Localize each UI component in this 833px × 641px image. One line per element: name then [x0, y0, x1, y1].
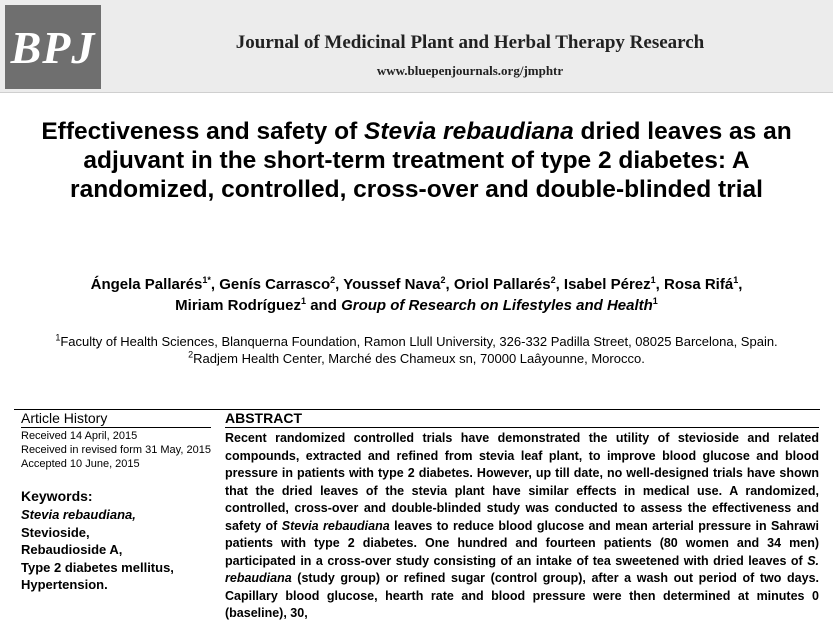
journal-title: Journal of Medicinal Plant and Herbal Therapy Research	[235, 32, 705, 53]
title-species: Stevia rebaudiana	[364, 118, 574, 145]
article-info-column	[21, 410, 211, 594]
author-affil: 1	[650, 275, 656, 285]
abstract-heading: ABSTRACT	[225, 410, 819, 428]
affiliations	[14, 333, 819, 367]
logo-text: BPJ	[10, 21, 96, 73]
author-list: Ángela Pallarés$^{1*}$, Genís Carrasco$^2$, Youssef Nava$^2$, Oriol Pallarés$^2$, Isabel Pérez$^1$, Rosa Rifá$^1$, Miriam Rodríguez$^1$ and Group of Research on Lifestyles and Health$^1$	[90, 275, 743, 314]
keywords-heading: Keywords:	[21, 488, 93, 504]
author-name: Isabel Pérez	[563, 276, 651, 293]
author-and: and	[306, 297, 342, 314]
journal-url[interactable]: www.bluepenjournals.org/jmphtr	[376, 63, 564, 78]
author-affil: 2	[550, 275, 556, 285]
author-affil: 1	[301, 296, 307, 306]
title-part-1: Effectiveness and safety of	[41, 118, 365, 145]
author-name: Ángela Pallarés	[90, 276, 203, 293]
keyword: Hypertension.	[21, 577, 108, 592]
keywords-list	[21, 506, 211, 594]
title-part-2: dried leaves as an adjuvant in the short-term treatment of type 2 diabetes: A randomized, controlled, cross-over and double-blinded trial	[70, 118, 792, 203]
author-affil: 1	[652, 296, 658, 306]
author-name: Oriol Pallarés	[453, 276, 551, 293]
keyword: Rebaudioside A,	[21, 542, 123, 557]
received-date: Received 14 April, 2015	[21, 430, 138, 442]
abstract-text: Recent randomized controlled trials have demonstrated the utility of stevioside and related compounds, extracted and refined from stevia leaf plant, to improve blood glucose and blood pressure in patients with type 2 diabetes. However, up till date, no well-designed trials have shown that the dried leaves of the stevia plant have similar effects in medical use. A randomized, controlled, cross-over and double-blinded study was conducted to assess the effectiveness and safety of Stevia rebaudiana leaves to reduce blood glucose and mean arterial pressure in Sahrawi patients with type 2 diabetes. One hundred and fourteen patients (80 women and 34 men) participated in a cross-over study consisting of an intake of tea sweetened with dried leaves of S. rebaudiana (study group) or refined sugar (control group), after a wash out period of two days. Capillary blood glucose, hearth rate and blood pressure were then determined at minutes 0 (baseline), 30,	[225, 431, 819, 620]
abstract-column	[225, 410, 819, 623]
article-title	[14, 117, 819, 204]
author-affil: 1*	[202, 275, 211, 285]
accepted-date: Accepted 10 June, 2015	[21, 458, 140, 470]
author-affil: 2	[330, 275, 336, 285]
affiliation-1: $^1$Faculty of Health Sciences, Blanquerna Foundation, Ramon Llull University, 326-332 Padilla Street, 08025 Barcelona, Spain.	[55, 332, 778, 349]
journal-header	[0, 0, 833, 93]
author-name: Genís Carrasco	[219, 276, 331, 293]
author-affil: 2	[440, 275, 446, 285]
journal-logo	[5, 5, 101, 89]
article-history	[21, 429, 211, 471]
keyword: Stevia rebaudiana,	[21, 507, 136, 522]
author-affil: 1	[733, 275, 739, 285]
revised-date: Received in revised form 31 May, 2015	[21, 444, 211, 456]
author-name: Youssef Nava	[343, 276, 441, 293]
keyword: Type 2 diabetes mellitus,	[21, 559, 174, 575]
article-history-heading: Article History	[21, 410, 211, 428]
affiliation-2: $^2$Radjem Health Center, Marché des Chameux sn, 70000 Laâyounne, Morocco.	[188, 349, 645, 366]
author-name: Miriam Rodríguez	[175, 297, 302, 314]
author-group: Group of Research on Lifestyles and Health	[341, 297, 653, 314]
author-name: Rosa Rifá	[664, 276, 734, 293]
keyword: Stevioside,	[21, 524, 90, 540]
